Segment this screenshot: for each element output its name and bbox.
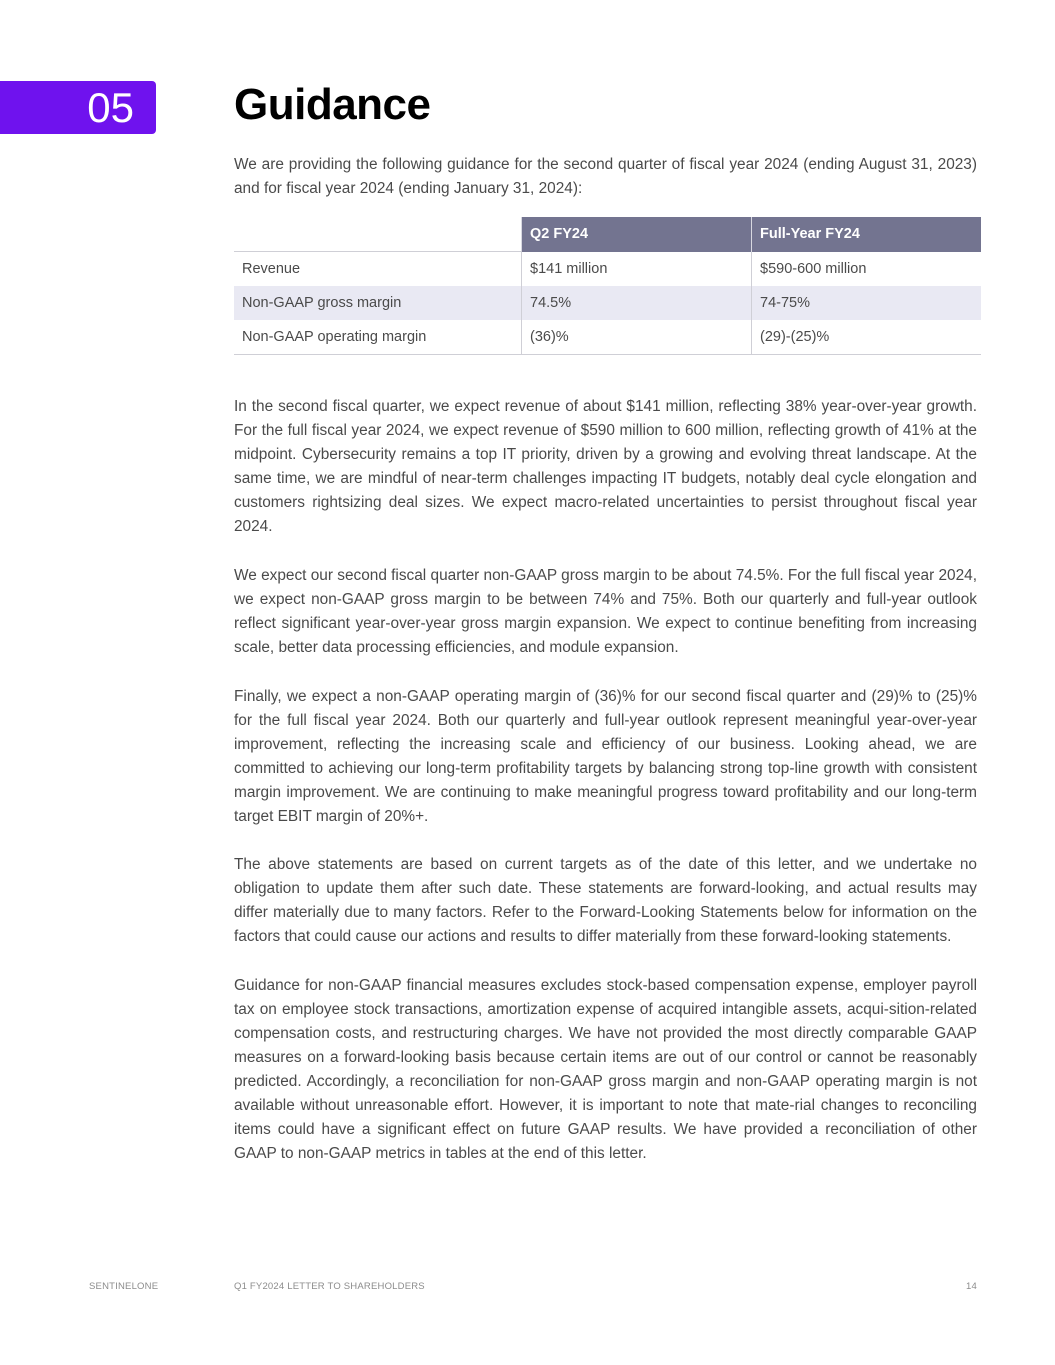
body-paragraph-revenue: In the second fiscal quarter, we expect revenue of about $141 million, reflecting 38% year-over-year growth. For the full fiscal year 2024, we expect revenue of $590 million to 600 million, reflecting growth of 41% at the midpoint. Cybersecurity remains a top IT priority, driven by a growing and evolving threat landscape. At the same time, we are mindful of near-term challenges impacting IT budgets, notably deal cycle elongation and customers rightsizing deal sizes. We expect macro-related uncertainties to persist throughout fiscal year 2024.: [234, 398, 977, 535]
table-header-q2: Q2 FY24: [522, 217, 752, 252]
table-cell: (29)-(25)%: [752, 320, 982, 355]
guidance-table: [234, 217, 981, 355]
body-paragraph-non-gaap: Guidance for non-GAAP financial measures excludes stock-based compensation expense, employer payroll tax on employee stock transactions, amortization expense of acquired intangible assets, acqui-sition-related compensation costs, and restructuring charges. We have not provided the most directly comparable GAAP measures on a forward-looking basis because certain items are out of our control or cannot be reasonably predicted. Accordingly, a reconciliation for non-GAAP gross margin and non-GAAP operating margin is not available without unreasonable effort. However, it is important to note that mate-rial changes to reconciling items could have a significant effect on future GAAP results. We have provided a reconciliation of other GAAP to non-GAAP metrics in tables at the end of this letter.: [234, 977, 977, 1162]
body-paragraph-forward-looking: The above statements are based on current targets as of the date of this letter, and we undertake no obligation to update them after such date. These statements are forward-looking, and actual results may differ materially due to many factors. Refer to the Forward-Looking Statements below for information on the factors that could cause our actions and results to differ materially from these forward-looking statements.: [234, 856, 977, 945]
table-cell: Revenue: [242, 261, 301, 277]
table-cell: $590-600 million: [752, 252, 982, 287]
intro-paragraph: We are providing the following guidance for the second quarter of fiscal year 2024 (ending August 31, 2023) and for fiscal year 2024 (ending January 31, 2024):: [234, 156, 977, 197]
page-title: Guidance: [234, 80, 431, 129]
table-header-full-year: Full-Year FY24: [752, 217, 982, 252]
footer-document-title: Q1 FY2024 LETTER TO SHAREHOLDERS: [234, 1281, 425, 1292]
table-header-blank: [234, 217, 522, 252]
table-row: [234, 320, 981, 355]
table-cell: Non-GAAP operating margin: [234, 320, 522, 355]
body-paragraph-operating-margin: Finally, we expect a non-GAAP operating margin of (36)% for our second fiscal quarter and (29)% to (25)% for the full fiscal year 2024. Both our quarterly and full-year outlook represent meaningful year-over-year improvement, reflecting the increasing scale and efficiency of our business. Looking ahead, we are committed to achieving our long-term profitability targets by balancing strong top-line growth with consistent margin improvement. We are continuing to make meaningful progress toward profitability and our long-term target EBIT margin of 20%+.: [234, 688, 977, 825]
section-number-tab: 05: [0, 81, 156, 134]
table-cell: $141 million: [522, 252, 752, 287]
footer-company: SENTINELONE: [89, 1281, 159, 1292]
table-row: [234, 252, 981, 287]
table-cell: Non-GAAP gross margin: [234, 286, 522, 320]
table-header-row: [234, 217, 981, 252]
table-cell: (36)%: [522, 320, 752, 355]
table-cell: 74.5%: [522, 286, 752, 320]
body-paragraph-gross-margin: We expect our second fiscal quarter non-GAAP gross margin to be about 74.5%. For the full fiscal year 2024, we expect non-GAAP gross margin to be between 74% and 75%. Both our quarterly and full-year outlook reflect significant year-over-year gross margin expansion. We expect to continue benefiting from increasing scale, better data processing efficiencies, and module expansion.: [234, 567, 977, 656]
footer-page-number: 14: [966, 1281, 977, 1292]
table-row: [234, 286, 981, 320]
table-cell: 74-75%: [752, 286, 982, 320]
